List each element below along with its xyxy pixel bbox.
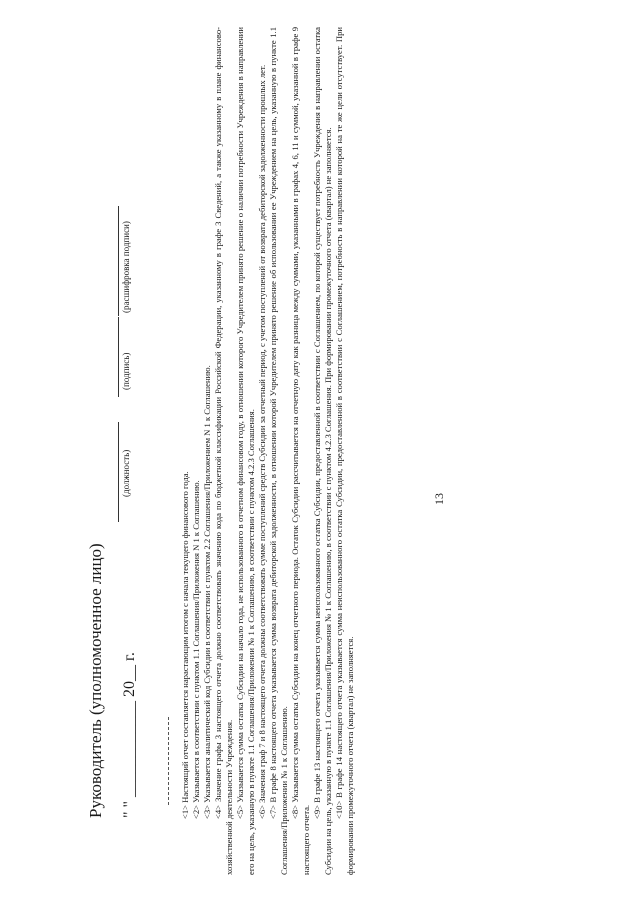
- page-number: 13: [432, 493, 446, 505]
- footnote-4: <4> Значение графы 3 настоящего отчета должно соответствовать значению кода по бюджетной классификации Российской Федерации, указанному в графе 3 Сведений, а также указанному в плане финансово-хозяйственной деятельности Учреждения.: [213, 27, 234, 875]
- signature-title: Руководитель (уполномоченное лицо): [86, 543, 105, 818]
- position-label: (должность): [121, 449, 131, 497]
- footnotes: [180, 27, 356, 875]
- footnote-2: <2> Указывается в соответствии с пунктом 1.1 Соглашения/Приложения N 1 к Соглашению.: [191, 480, 201, 819]
- footnote-8: <8> Указывается сумма остатка Субсидии на конец отчетного периода. Остаток Субсидии рассчитывается на отчетную дату как разница между суммами, указанными в графах 4, 6, 11 и суммой, указанной в графе 9 настоящего отчета.: [290, 27, 311, 875]
- name-label: (расшифровка подписи): [121, 221, 131, 313]
- footnote-3: <3> Указывается аналитический код Субсидии в соответствии с пунктом 2.2 Соглашения/Приложением N 1 к Соглашению.: [202, 365, 212, 819]
- footnote-10: <10> В графе 14 настоящего отчета указывается сумма неиспользованного остатка Субсидии, предоставленной в соответствии с Соглашением, потребность в направлении которой на те же цели отсутствует. При формировании промежуточного отчета (квартал) не заполняется.: [334, 27, 355, 875]
- name-line: [118, 206, 119, 316]
- footnote-6: <6> Значения граф 7 и 8 настоящего отчета должны соответствовать сумме поступлений средств Субсидии за отчетный период, с учетом поступлений от возврата дебиторской задолженности прошлых лет.: [257, 64, 267, 819]
- signature-label: (подпись): [121, 352, 131, 390]
- footnote-7: <7> В графе 8 настоящего отчета указывается сумма возврата дебиторской задолженности, в отношении которой Учредителем принято решение об использовании ее Учреждением на цель, указанную в пункте 1.1 Соглашения/Приложении № 1 к Соглашению.: [268, 27, 289, 875]
- date-line: " " ____________ 20__ г.: [121, 652, 138, 818]
- footnote-9: <9> В графе 13 настоящего отчета указывается сумма неиспользованного остатка Субсидии, предоставленной в соответствии с Соглашением, по которой существует потребность Учреждения в направлении остатка Субсидии на цель, указанную в пункте 1.1 Соглашения/Приложения № 1 к Соглашению, в соответствии с пунктом 4.2.3 Соглашения. При формировании промежуточного отчета (квартал) не заполняется.: [312, 27, 333, 875]
- signature-line: [118, 317, 119, 397]
- footnote-5: <5> Указывается сумма остатка Субсидии на начало года, не использованного в отчетном финансовом году, в отношении которого Учредителем принято решение о наличии потребности Учреждения в направлении его на цель, указанную в пункте 1.1 Соглашения/Приложении № 1 к Соглашению, в соответствии с пунктом 4.2.3 Соглашения.: [235, 27, 256, 875]
- footnote-separator: [168, 717, 169, 805]
- position-line: [118, 422, 119, 522]
- footnote-1: <1> Настоящий отчет составляется нарастающим итогом с начала текущего финансового года.: [180, 471, 190, 819]
